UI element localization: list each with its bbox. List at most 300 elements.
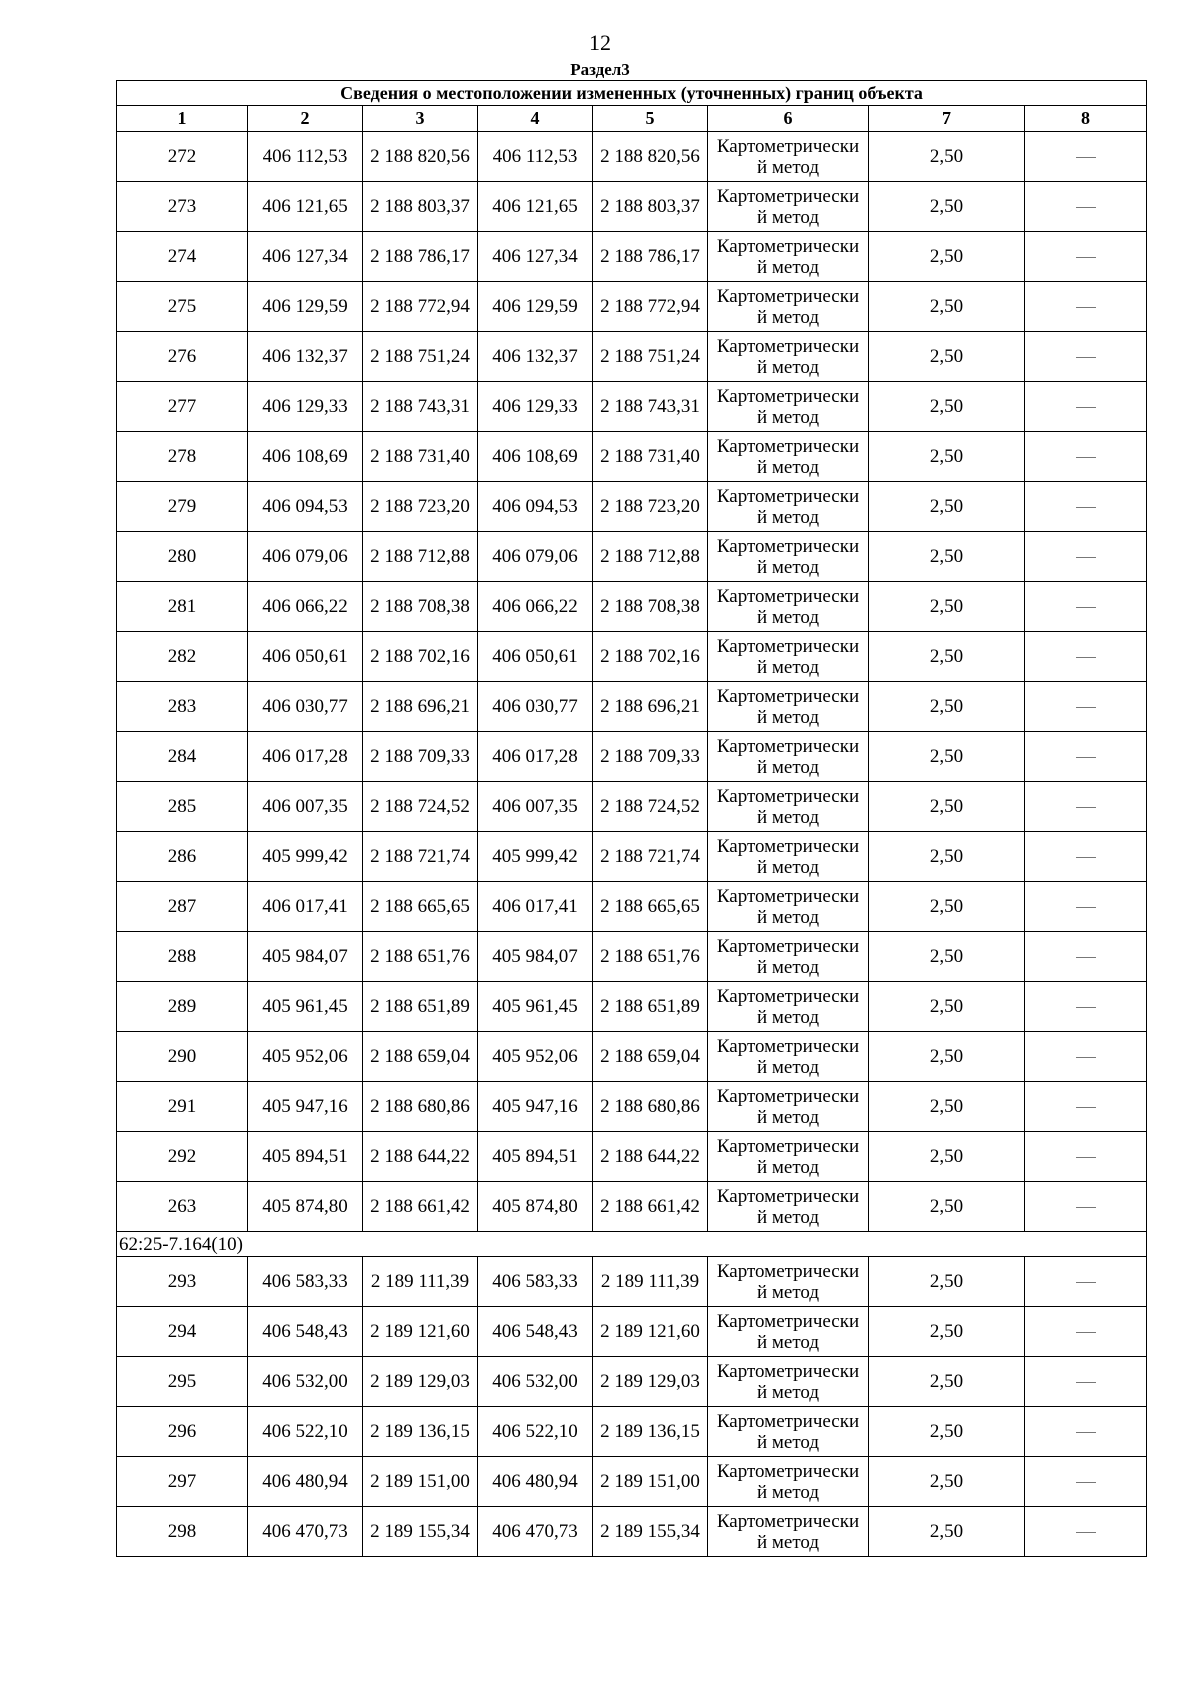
method-text-line-2: й метод bbox=[756, 1381, 820, 1403]
y-old-cell: 2 188 803,37 bbox=[363, 182, 478, 232]
empty-dash bbox=[1076, 357, 1096, 358]
empty-dash bbox=[1076, 1382, 1096, 1383]
x-new-cell: 405 952,06 bbox=[478, 1032, 593, 1082]
table-row bbox=[117, 832, 1147, 882]
method-text-line-2: й метод bbox=[756, 1331, 820, 1353]
method-text-line-1: Картометрически bbox=[716, 735, 860, 757]
y-old-cell: 2 188 708,38 bbox=[363, 582, 478, 632]
y-new-cell: 2 188 786,17 bbox=[593, 232, 708, 282]
column-header: 7 bbox=[869, 106, 1025, 132]
table-row bbox=[117, 332, 1147, 382]
x-old-cell: 406 480,94 bbox=[248, 1457, 363, 1507]
table-row bbox=[117, 382, 1147, 432]
method-text-line-2: й метод bbox=[756, 906, 820, 928]
x-old-cell: 406 583,33 bbox=[248, 1257, 363, 1307]
method-cell bbox=[708, 282, 869, 332]
point-number-cell: 263 bbox=[117, 1182, 248, 1232]
accuracy-cell: 2,50 bbox=[869, 832, 1025, 882]
y-new-cell: 2 188 731,40 bbox=[593, 432, 708, 482]
empty-dash bbox=[1076, 1532, 1096, 1533]
method-text-line-2: й метод bbox=[756, 556, 820, 578]
method-text-line-1: Картометрически bbox=[716, 835, 860, 857]
y-new-cell: 2 188 696,21 bbox=[593, 682, 708, 732]
y-new-cell: 2 188 709,33 bbox=[593, 732, 708, 782]
method-text-line-1: Картометрически bbox=[716, 1035, 860, 1057]
method-text-line-1: Картометрически bbox=[716, 335, 860, 357]
description-cell bbox=[1025, 982, 1147, 1032]
x-old-cell: 406 129,33 bbox=[248, 382, 363, 432]
point-number-cell: 277 bbox=[117, 382, 248, 432]
description-cell bbox=[1025, 432, 1147, 482]
method-text-line-2: й метод bbox=[756, 356, 820, 378]
table-row bbox=[117, 232, 1147, 282]
empty-dash bbox=[1076, 807, 1096, 808]
method-text-line-1: Картометрически bbox=[716, 235, 860, 257]
description-cell bbox=[1025, 182, 1147, 232]
x-old-cell: 406 112,53 bbox=[248, 132, 363, 182]
accuracy-cell: 2,50 bbox=[869, 232, 1025, 282]
method-text-line-1: Картометрически bbox=[716, 385, 860, 407]
method-text-line-1: Картометрически bbox=[716, 785, 860, 807]
x-old-cell: 406 129,59 bbox=[248, 282, 363, 332]
x-old-cell: 406 548,43 bbox=[248, 1307, 363, 1357]
table-row bbox=[117, 1082, 1147, 1132]
y-new-cell: 2 188 723,20 bbox=[593, 482, 708, 532]
description-cell bbox=[1025, 1457, 1147, 1507]
method-text-line-2: й метод bbox=[756, 1056, 820, 1078]
x-new-cell: 406 079,06 bbox=[478, 532, 593, 582]
x-new-cell: 406 112,53 bbox=[478, 132, 593, 182]
method-text-line-2: й метод bbox=[756, 656, 820, 678]
method-text-line-1: Картометрически bbox=[716, 1260, 860, 1282]
accuracy-cell: 2,50 bbox=[869, 732, 1025, 782]
method-text-line-2: й метод bbox=[756, 456, 820, 478]
y-new-cell: 2 189 151,00 bbox=[593, 1457, 708, 1507]
y-old-cell: 2 188 786,17 bbox=[363, 232, 478, 282]
description-cell bbox=[1025, 1182, 1147, 1232]
y-new-cell: 2 189 121,60 bbox=[593, 1307, 708, 1357]
method-cell bbox=[708, 1457, 869, 1507]
empty-dash bbox=[1076, 407, 1096, 408]
x-old-cell: 405 894,51 bbox=[248, 1132, 363, 1182]
y-old-cell: 2 189 111,39 bbox=[363, 1257, 478, 1307]
y-old-cell: 2 188 651,89 bbox=[363, 982, 478, 1032]
description-cell bbox=[1025, 932, 1147, 982]
point-number-cell: 297 bbox=[117, 1457, 248, 1507]
y-old-cell: 2 188 743,31 bbox=[363, 382, 478, 432]
method-text-line-1: Картометрически bbox=[716, 1460, 860, 1482]
x-new-cell: 406 532,00 bbox=[478, 1357, 593, 1407]
y-old-cell: 2 188 709,33 bbox=[363, 732, 478, 782]
y-old-cell: 2 188 721,74 bbox=[363, 832, 478, 882]
method-text-line-1: Картометрически bbox=[716, 985, 860, 1007]
accuracy-cell: 2,50 bbox=[869, 1132, 1025, 1182]
table-row bbox=[117, 482, 1147, 532]
point-number-cell: 284 bbox=[117, 732, 248, 782]
table-title-row bbox=[117, 81, 1147, 106]
x-new-cell: 406 129,59 bbox=[478, 282, 593, 332]
x-old-cell: 405 999,42 bbox=[248, 832, 363, 882]
y-old-cell: 2 188 712,88 bbox=[363, 532, 478, 582]
accuracy-cell: 2,50 bbox=[869, 1407, 1025, 1457]
accuracy-cell: 2,50 bbox=[869, 682, 1025, 732]
accuracy-cell: 2,50 bbox=[869, 782, 1025, 832]
y-new-cell: 2 188 820,56 bbox=[593, 132, 708, 182]
x-old-cell: 406 066,22 bbox=[248, 582, 363, 632]
accuracy-cell: 2,50 bbox=[869, 1032, 1025, 1082]
description-cell bbox=[1025, 282, 1147, 332]
y-old-cell: 2 189 151,00 bbox=[363, 1457, 478, 1507]
y-new-cell: 2 188 803,37 bbox=[593, 182, 708, 232]
point-number-cell: 291 bbox=[117, 1082, 248, 1132]
method-text-line-2: й метод bbox=[756, 206, 820, 228]
x-old-cell: 406 007,35 bbox=[248, 782, 363, 832]
x-new-cell: 405 961,45 bbox=[478, 982, 593, 1032]
table-row bbox=[117, 982, 1147, 1032]
method-text-line-2: й метод bbox=[756, 306, 820, 328]
empty-dash bbox=[1076, 607, 1096, 608]
table-row bbox=[117, 932, 1147, 982]
y-new-cell: 2 188 665,65 bbox=[593, 882, 708, 932]
empty-dash bbox=[1076, 1482, 1096, 1483]
x-old-cell: 405 961,45 bbox=[248, 982, 363, 1032]
method-text-line-2: й метод bbox=[756, 256, 820, 278]
accuracy-cell: 2,50 bbox=[869, 1082, 1025, 1132]
description-cell bbox=[1025, 1032, 1147, 1082]
y-new-cell: 2 188 680,86 bbox=[593, 1082, 708, 1132]
x-new-cell: 406 094,53 bbox=[478, 482, 593, 532]
x-old-cell: 406 079,06 bbox=[248, 532, 363, 582]
y-old-cell: 2 189 129,03 bbox=[363, 1357, 478, 1407]
accuracy-cell: 2,50 bbox=[869, 582, 1025, 632]
empty-dash bbox=[1076, 957, 1096, 958]
table-title: Сведения о местоположении измененных (уточненных) границ объекта bbox=[117, 81, 1147, 106]
x-old-cell: 406 094,53 bbox=[248, 482, 363, 532]
table-row bbox=[117, 732, 1147, 782]
method-cell bbox=[708, 982, 869, 1032]
x-new-cell: 406 132,37 bbox=[478, 332, 593, 382]
y-old-cell: 2 189 155,34 bbox=[363, 1507, 478, 1557]
table-row bbox=[117, 1457, 1147, 1507]
x-new-cell: 405 947,16 bbox=[478, 1082, 593, 1132]
method-text-line-1: Картометрически bbox=[716, 635, 860, 657]
method-cell bbox=[708, 1407, 869, 1457]
table-row bbox=[117, 1032, 1147, 1082]
x-old-cell: 405 947,16 bbox=[248, 1082, 363, 1132]
x-old-cell: 406 108,69 bbox=[248, 432, 363, 482]
empty-dash bbox=[1076, 1007, 1096, 1008]
method-cell bbox=[708, 1357, 869, 1407]
y-old-cell: 2 189 121,60 bbox=[363, 1307, 478, 1357]
y-old-cell: 2 188 723,20 bbox=[363, 482, 478, 532]
accuracy-cell: 2,50 bbox=[869, 332, 1025, 382]
method-cell bbox=[708, 432, 869, 482]
x-new-cell: 406 066,22 bbox=[478, 582, 593, 632]
point-number-cell: 286 bbox=[117, 832, 248, 882]
y-old-cell: 2 188 680,86 bbox=[363, 1082, 478, 1132]
description-cell bbox=[1025, 1132, 1147, 1182]
method-text-line-1: Картометрически bbox=[716, 935, 860, 957]
empty-dash bbox=[1076, 207, 1096, 208]
x-new-cell: 406 127,34 bbox=[478, 232, 593, 282]
method-text-line-2: й метод bbox=[756, 756, 820, 778]
x-new-cell: 406 583,33 bbox=[478, 1257, 593, 1307]
y-old-cell: 2 188 724,52 bbox=[363, 782, 478, 832]
y-old-cell: 2 188 751,24 bbox=[363, 332, 478, 382]
point-number-cell: 280 bbox=[117, 532, 248, 582]
accuracy-cell: 2,50 bbox=[869, 532, 1025, 582]
description-cell bbox=[1025, 782, 1147, 832]
y-new-cell: 2 188 721,74 bbox=[593, 832, 708, 882]
method-cell bbox=[708, 182, 869, 232]
description-cell bbox=[1025, 632, 1147, 682]
accuracy-cell: 2,50 bbox=[869, 882, 1025, 932]
y-new-cell: 2 188 743,31 bbox=[593, 382, 708, 432]
y-new-cell: 2 188 661,42 bbox=[593, 1182, 708, 1232]
method-cell bbox=[708, 1082, 869, 1132]
method-text-line-1: Картометрически bbox=[716, 1310, 860, 1332]
x-new-cell: 406 007,35 bbox=[478, 782, 593, 832]
description-cell bbox=[1025, 382, 1147, 432]
method-cell bbox=[708, 682, 869, 732]
point-number-cell: 285 bbox=[117, 782, 248, 832]
point-number-cell: 272 bbox=[117, 132, 248, 182]
x-new-cell: 406 030,77 bbox=[478, 682, 593, 732]
method-cell bbox=[708, 482, 869, 532]
accuracy-cell: 2,50 bbox=[869, 282, 1025, 332]
method-text-line-2: й метод bbox=[756, 1156, 820, 1178]
method-text-line-1: Картометрически bbox=[716, 885, 860, 907]
accuracy-cell: 2,50 bbox=[869, 1182, 1025, 1232]
group-row bbox=[117, 1232, 1147, 1257]
accuracy-cell: 2,50 bbox=[869, 1307, 1025, 1357]
x-old-cell: 406 532,00 bbox=[248, 1357, 363, 1407]
y-old-cell: 2 188 659,04 bbox=[363, 1032, 478, 1082]
description-cell bbox=[1025, 882, 1147, 932]
x-new-cell: 405 999,42 bbox=[478, 832, 593, 882]
table-row bbox=[117, 582, 1147, 632]
point-number-cell: 278 bbox=[117, 432, 248, 482]
x-new-cell: 406 017,41 bbox=[478, 882, 593, 932]
y-new-cell: 2 188 724,52 bbox=[593, 782, 708, 832]
point-number-cell: 287 bbox=[117, 882, 248, 932]
y-old-cell: 2 188 702,16 bbox=[363, 632, 478, 682]
method-cell bbox=[708, 132, 869, 182]
description-cell bbox=[1025, 1307, 1147, 1357]
method-cell bbox=[708, 782, 869, 832]
method-text-line-1: Картометрически bbox=[716, 1135, 860, 1157]
point-number-cell: 274 bbox=[117, 232, 248, 282]
table-row bbox=[117, 1132, 1147, 1182]
method-text-line-2: й метод bbox=[756, 406, 820, 428]
y-new-cell: 2 188 712,88 bbox=[593, 532, 708, 582]
description-cell bbox=[1025, 1257, 1147, 1307]
x-old-cell: 406 470,73 bbox=[248, 1507, 363, 1557]
accuracy-cell: 2,50 bbox=[869, 632, 1025, 682]
accuracy-cell: 2,50 bbox=[869, 1357, 1025, 1407]
description-cell bbox=[1025, 1407, 1147, 1457]
x-new-cell: 406 108,69 bbox=[478, 432, 593, 482]
x-old-cell: 406 522,10 bbox=[248, 1407, 363, 1457]
empty-dash bbox=[1076, 1207, 1096, 1208]
method-text-line-1: Картометрически bbox=[716, 485, 860, 507]
empty-dash bbox=[1076, 1332, 1096, 1333]
method-text-line-1: Картометрически bbox=[716, 435, 860, 457]
y-new-cell: 2 188 751,24 bbox=[593, 332, 708, 382]
x-old-cell: 405 952,06 bbox=[248, 1032, 363, 1082]
empty-dash bbox=[1076, 907, 1096, 908]
description-cell bbox=[1025, 132, 1147, 182]
y-new-cell: 2 189 111,39 bbox=[593, 1257, 708, 1307]
y-new-cell: 2 189 129,03 bbox=[593, 1357, 708, 1407]
x-old-cell: 405 984,07 bbox=[248, 932, 363, 982]
point-number-cell: 295 bbox=[117, 1357, 248, 1407]
column-header: 5 bbox=[593, 106, 708, 132]
method-text-line-2: й метод bbox=[756, 956, 820, 978]
x-new-cell: 406 470,73 bbox=[478, 1507, 593, 1557]
point-number-cell: 289 bbox=[117, 982, 248, 1032]
point-number-cell: 283 bbox=[117, 682, 248, 732]
method-cell bbox=[708, 332, 869, 382]
method-cell bbox=[708, 1507, 869, 1557]
description-cell bbox=[1025, 832, 1147, 882]
description-cell bbox=[1025, 532, 1147, 582]
x-new-cell: 406 050,61 bbox=[478, 632, 593, 682]
column-header: 8 bbox=[1025, 106, 1147, 132]
method-text-line-1: Картометрически bbox=[716, 135, 860, 157]
method-cell bbox=[708, 382, 869, 432]
table-row bbox=[117, 132, 1147, 182]
method-cell bbox=[708, 1182, 869, 1232]
y-old-cell: 2 188 665,65 bbox=[363, 882, 478, 932]
table-row bbox=[117, 1357, 1147, 1407]
column-header: 3 bbox=[363, 106, 478, 132]
method-cell bbox=[708, 632, 869, 682]
method-cell bbox=[708, 882, 869, 932]
accuracy-cell: 2,50 bbox=[869, 382, 1025, 432]
table-row bbox=[117, 1307, 1147, 1357]
x-old-cell: 406 121,65 bbox=[248, 182, 363, 232]
method-cell bbox=[708, 932, 869, 982]
empty-dash bbox=[1076, 1057, 1096, 1058]
method-text-line-2: й метод bbox=[756, 1106, 820, 1128]
table-row bbox=[117, 1182, 1147, 1232]
table-row bbox=[117, 632, 1147, 682]
empty-dash bbox=[1076, 1107, 1096, 1108]
y-new-cell: 2 188 651,89 bbox=[593, 982, 708, 1032]
method-text-line-2: й метод bbox=[756, 856, 820, 878]
x-old-cell: 406 017,28 bbox=[248, 732, 363, 782]
method-text-line-2: й метод bbox=[756, 1006, 820, 1028]
accuracy-cell: 2,50 bbox=[869, 932, 1025, 982]
y-old-cell: 2 188 820,56 bbox=[363, 132, 478, 182]
point-number-cell: 279 bbox=[117, 482, 248, 532]
y-new-cell: 2 188 708,38 bbox=[593, 582, 708, 632]
method-text-line-2: й метод bbox=[756, 806, 820, 828]
method-text-line-2: й метод bbox=[756, 606, 820, 628]
method-text-line-1: Картометрически bbox=[716, 1185, 860, 1207]
table-row bbox=[117, 782, 1147, 832]
accuracy-cell: 2,50 bbox=[869, 482, 1025, 532]
method-text-line-2: й метод bbox=[756, 506, 820, 528]
y-new-cell: 2 189 155,34 bbox=[593, 1507, 708, 1557]
y-new-cell: 2 188 644,22 bbox=[593, 1132, 708, 1182]
empty-dash bbox=[1076, 757, 1096, 758]
empty-dash bbox=[1076, 1282, 1096, 1283]
method-text-line-2: й метод bbox=[756, 1431, 820, 1453]
x-new-cell: 406 129,33 bbox=[478, 382, 593, 432]
x-new-cell: 406 548,43 bbox=[478, 1307, 593, 1357]
y-old-cell: 2 188 661,42 bbox=[363, 1182, 478, 1232]
point-number-cell: 296 bbox=[117, 1407, 248, 1457]
x-new-cell: 406 017,28 bbox=[478, 732, 593, 782]
method-text-line-1: Картометрически bbox=[716, 585, 860, 607]
point-number-cell: 281 bbox=[117, 582, 248, 632]
y-new-cell: 2 188 702,16 bbox=[593, 632, 708, 682]
empty-dash bbox=[1076, 707, 1096, 708]
empty-dash bbox=[1076, 1157, 1096, 1158]
empty-dash bbox=[1076, 857, 1096, 858]
method-cell bbox=[708, 232, 869, 282]
accuracy-cell: 2,50 bbox=[869, 982, 1025, 1032]
point-number-cell: 294 bbox=[117, 1307, 248, 1357]
table-row bbox=[117, 432, 1147, 482]
accuracy-cell: 2,50 bbox=[869, 1457, 1025, 1507]
table-row bbox=[117, 182, 1147, 232]
x-old-cell: 406 030,77 bbox=[248, 682, 363, 732]
y-old-cell: 2 188 696,21 bbox=[363, 682, 478, 732]
description-cell bbox=[1025, 682, 1147, 732]
x-new-cell: 405 894,51 bbox=[478, 1132, 593, 1182]
description-cell bbox=[1025, 332, 1147, 382]
description-cell bbox=[1025, 1507, 1147, 1557]
table-row bbox=[117, 1407, 1147, 1457]
method-text-line-2: й метод bbox=[756, 156, 820, 178]
x-old-cell: 406 050,61 bbox=[248, 632, 363, 682]
y-old-cell: 2 189 136,15 bbox=[363, 1407, 478, 1457]
y-old-cell: 2 188 644,22 bbox=[363, 1132, 478, 1182]
point-number-cell: 290 bbox=[117, 1032, 248, 1082]
empty-dash bbox=[1076, 257, 1096, 258]
column-header: 1 bbox=[117, 106, 248, 132]
cadastral-number-label: 62:25-7.164(10) bbox=[117, 1232, 1147, 1257]
empty-dash bbox=[1076, 457, 1096, 458]
table-row bbox=[117, 1257, 1147, 1307]
coordinates-table bbox=[116, 80, 1147, 1557]
y-old-cell: 2 188 772,94 bbox=[363, 282, 478, 332]
empty-dash bbox=[1076, 657, 1096, 658]
description-cell bbox=[1025, 482, 1147, 532]
method-text-line-1: Картометрически bbox=[716, 1360, 860, 1382]
method-cell bbox=[708, 582, 869, 632]
method-text-line-1: Картометрически bbox=[716, 1510, 860, 1532]
x-new-cell: 406 121,65 bbox=[478, 182, 593, 232]
y-old-cell: 2 188 651,76 bbox=[363, 932, 478, 982]
table-row bbox=[117, 282, 1147, 332]
accuracy-cell: 2,50 bbox=[869, 182, 1025, 232]
x-new-cell: 405 984,07 bbox=[478, 932, 593, 982]
y-old-cell: 2 188 731,40 bbox=[363, 432, 478, 482]
x-old-cell: 405 874,80 bbox=[248, 1182, 363, 1232]
page-number: 12 bbox=[589, 30, 611, 55]
table-row bbox=[117, 532, 1147, 582]
point-number-cell: 282 bbox=[117, 632, 248, 682]
method-text-line-2: й метод bbox=[756, 1281, 820, 1303]
method-text-line-2: й метод bbox=[756, 1481, 820, 1503]
y-new-cell: 2 188 772,94 bbox=[593, 282, 708, 332]
point-number-cell: 273 bbox=[117, 182, 248, 232]
description-cell bbox=[1025, 1357, 1147, 1407]
